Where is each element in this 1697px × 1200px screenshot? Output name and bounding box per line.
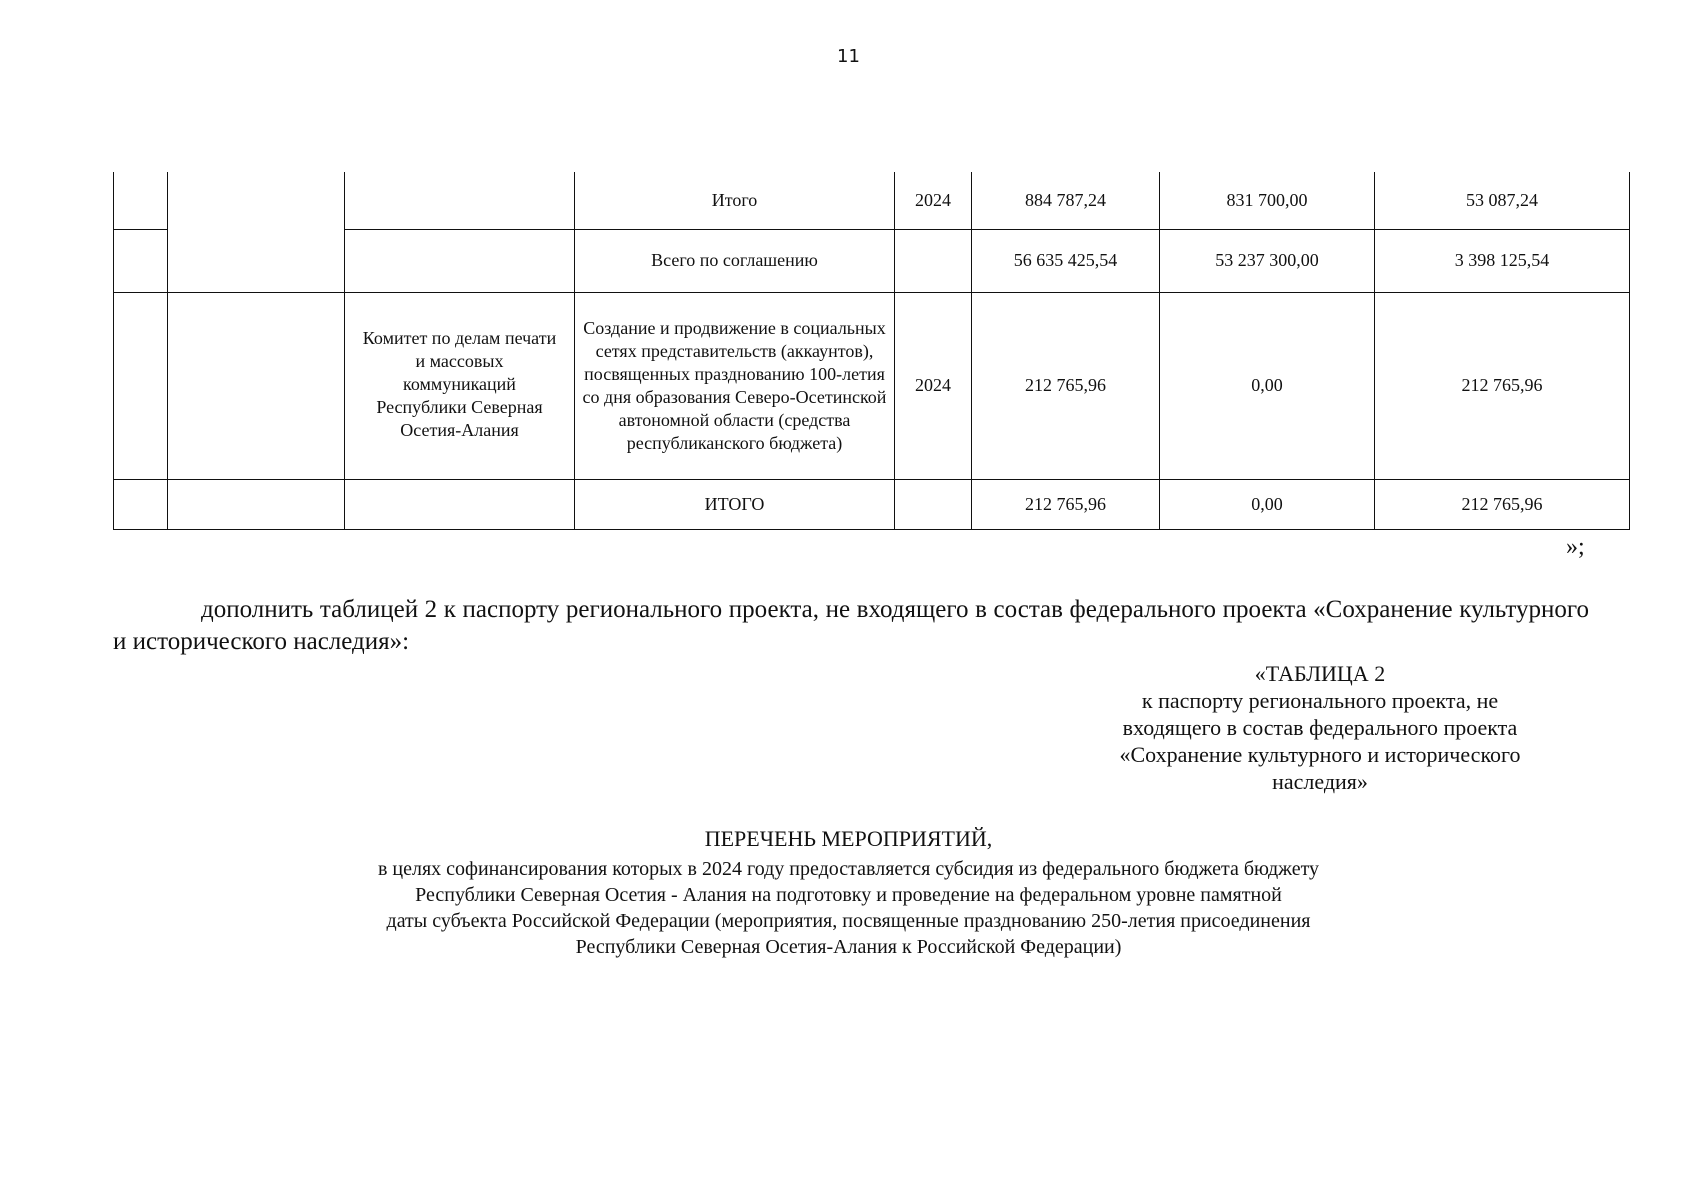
subtitle-line: Республики Северная Осетия - Алания на подготовку и проведение на федеральном уровне памятной: [415, 884, 1282, 906]
table-cell: ИТОГО: [575, 479, 895, 529]
table-cell: 2024: [895, 172, 972, 229]
table-cell: [114, 479, 168, 529]
table-cell: Комитет по делам печати и массовых коммуникаций Республики Северная Осетия-Алания: [345, 292, 575, 479]
table-cell: [345, 479, 575, 529]
table-row: [114, 479, 1630, 529]
table-cell: 0,00: [1160, 479, 1375, 529]
page-number: 11: [837, 46, 860, 67]
subtitle-line: Республики Северная Осетия-Алания к Российской Федерации): [575, 936, 1122, 958]
table-cell: [114, 292, 168, 479]
table-cell: [345, 172, 575, 229]
table-cell: 212 765,96: [972, 479, 1160, 529]
subtitle-line: даты субъекта Российской Федерации (мероприятия, посвященные празднованию 250-летия присоединения: [386, 910, 1311, 932]
subtitle-line: в целях софинансирования которых в 2024 году предоставляется субсидия из федерального бюджета бюджету: [377, 858, 1320, 880]
caption-line: входящего в состав федерального проекта: [1122, 715, 1518, 740]
table-cell: Всего по соглашению: [575, 229, 895, 292]
table-cell: 53 087,24: [1375, 172, 1630, 229]
table-cell: Итого: [575, 172, 895, 229]
table-cell: 212 765,96: [972, 292, 1160, 479]
table-cell: [168, 479, 345, 529]
table-cell: 831 700,00: [1160, 172, 1375, 229]
table-cell: Создание и продвижение в социальных сетях представительств (аккаунтов), посвященных празднованию 100-летия со дня образования Северо-Осетинской автономной области (средства республиканского бюджета): [575, 292, 895, 479]
table-cell: [895, 479, 972, 529]
funding-table: [113, 172, 1630, 530]
table-caption: [1090, 660, 1550, 795]
table-cell: 0,00: [1160, 292, 1375, 479]
table-row: [114, 172, 1630, 229]
caption-line: «Сохранение культурного и исторического: [1119, 742, 1521, 767]
table-cell: 212 765,96: [1375, 479, 1630, 529]
table-cell: 56 635 425,54: [972, 229, 1160, 292]
table-cell: [168, 172, 345, 292]
table-cell: 53 237 300,00: [1160, 229, 1375, 292]
table-cell: [345, 229, 575, 292]
table-cell: [168, 292, 345, 479]
table-cell: [114, 229, 168, 292]
table-cell: 212 765,96: [1375, 292, 1630, 479]
body-paragraph: дополнить таблицей 2 к паспорту регионального проекта, не входящего в состав федерального проекта «Сохранение культурного и исторического наследия»:: [113, 596, 1589, 655]
closing-quote: »;: [1566, 534, 1585, 560]
list-title: ПЕРЕЧЕНЬ МЕРОПРИЯТИЙ,: [704, 826, 993, 851]
table-cell: [114, 172, 168, 229]
caption-line: «ТАБЛИЦА 2: [1254, 661, 1386, 686]
table-cell: [895, 229, 972, 292]
table-row: [114, 292, 1630, 479]
table-cell: 884 787,24: [972, 172, 1160, 229]
list-subtitle: [0, 856, 1697, 960]
caption-line: наследия»: [1272, 769, 1368, 794]
table-cell: 2024: [895, 292, 972, 479]
table-cell: 3 398 125,54: [1375, 229, 1630, 292]
caption-line: к паспорту регионального проекта, не: [1141, 688, 1499, 713]
